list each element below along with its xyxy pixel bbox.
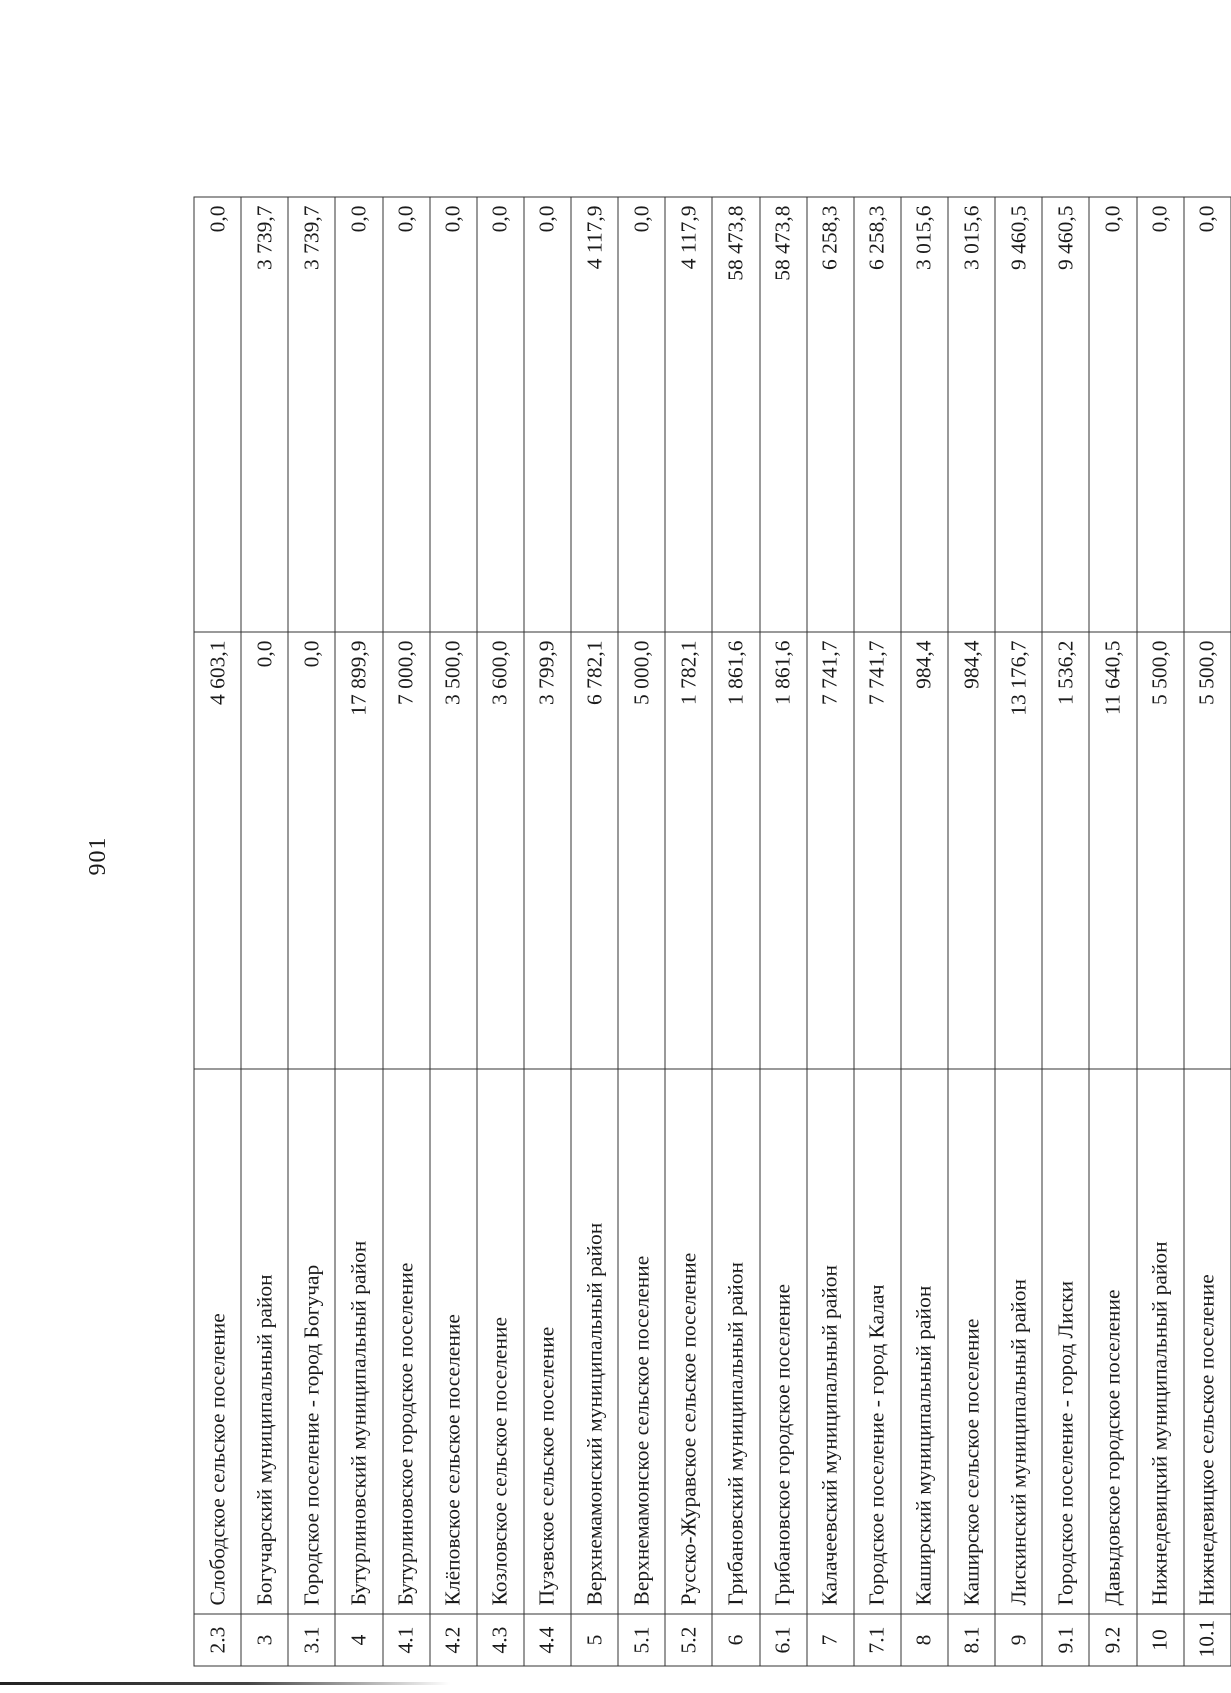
municipality-name: Грибановский муниципальный район	[712, 1069, 759, 1614]
municipality-name: Грибановское городское поселение	[759, 1069, 806, 1614]
amount-column-1: 17 899,9	[335, 632, 382, 1069]
row-number: 2.3	[194, 1614, 241, 1666]
municipality-name: Богучарский муниципальный район	[241, 1069, 288, 1614]
municipality-name: Лискинский муниципальный район	[995, 1069, 1042, 1614]
municipality-name: Каширское сельское поселение	[948, 1069, 995, 1614]
row-number: 4.3	[476, 1614, 523, 1666]
row-number: 8	[900, 1614, 947, 1666]
municipality-name: Верхнемамонское сельское поселение	[618, 1069, 665, 1614]
amount-column-2: 0,0	[429, 197, 476, 632]
municipality-name: Нижнедевицкий муниципальный район	[1136, 1069, 1183, 1614]
table-row	[1042, 197, 1089, 1666]
amount-column-2: 6 258,3	[806, 197, 853, 632]
row-number: 10	[1136, 1614, 1183, 1666]
table-row	[1183, 197, 1230, 1666]
amount-column-1: 3 600,0	[476, 632, 523, 1069]
table-row	[1089, 197, 1136, 1666]
row-number: 6.1	[759, 1614, 806, 1666]
municipality-name: Городское поселение - город Калач	[853, 1069, 900, 1614]
municipality-name: Давыдовское городское поселение	[1089, 1069, 1136, 1614]
row-number: 8.1	[948, 1614, 995, 1666]
table-row	[523, 197, 570, 1666]
municipality-name: Городское поселение - город Богучар	[288, 1069, 335, 1614]
budget-table-body	[194, 197, 1231, 1666]
row-number: 5.1	[618, 1614, 665, 1666]
amount-column-1: 5 500,0	[1136, 632, 1183, 1069]
amount-column-1: 11 640,5	[1089, 632, 1136, 1069]
row-number: 9.1	[1042, 1614, 1089, 1666]
row-number: 4.1	[382, 1614, 429, 1666]
table-row	[382, 197, 429, 1666]
table-row	[665, 197, 712, 1666]
table-row	[995, 197, 1042, 1666]
amount-column-2: 4 117,9	[665, 197, 712, 632]
amount-column-1: 7 000,0	[382, 632, 429, 1069]
amount-column-1: 1 861,6	[759, 632, 806, 1069]
amount-column-1: 4 603,1	[194, 632, 241, 1069]
table-row	[1136, 197, 1183, 1666]
budget-table	[193, 197, 1231, 1667]
table-row	[806, 197, 853, 1666]
row-number: 9	[995, 1614, 1042, 1666]
row-number: 4	[335, 1614, 382, 1666]
row-number: 6	[712, 1614, 759, 1666]
amount-column-2: 9 460,5	[1042, 197, 1089, 632]
table-row	[853, 197, 900, 1666]
budget-table-container	[193, 198, 1231, 1667]
amount-column-1: 0,0	[288, 632, 335, 1069]
amount-column-1: 6 782,1	[571, 632, 618, 1069]
amount-column-1: 7 741,7	[806, 632, 853, 1069]
amount-column-1: 5 000,0	[618, 632, 665, 1069]
amount-column-1: 13 176,7	[995, 632, 1042, 1069]
amount-column-1: 984,4	[948, 632, 995, 1069]
amount-column-1: 7 741,7	[853, 632, 900, 1069]
amount-column-2: 3 739,7	[241, 197, 288, 632]
table-row	[194, 197, 241, 1666]
row-number: 5	[571, 1614, 618, 1666]
municipality-name: Бутурлиновский муниципальный район	[335, 1069, 382, 1614]
amount-column-1: 3 799,9	[523, 632, 570, 1069]
amount-column-2: 0,0	[194, 197, 241, 632]
row-number: 10.1	[1183, 1614, 1230, 1666]
amount-column-2: 0,0	[618, 197, 665, 632]
municipality-name: Городское поселение - город Лиски	[1042, 1069, 1089, 1614]
amount-column-2: 0,0	[1183, 197, 1230, 632]
amount-column-1: 1 536,2	[1042, 632, 1089, 1069]
amount-column-2: 0,0	[1089, 197, 1136, 632]
amount-column-1: 984,4	[900, 632, 947, 1069]
amount-column-2: 3 015,6	[900, 197, 947, 632]
municipality-name: Верхнемамонский муниципальный район	[571, 1069, 618, 1614]
municipality-name: Каширский муниципальный район	[900, 1069, 947, 1614]
table-row	[476, 197, 523, 1666]
municipality-name: Калачеевский муниципальный район	[806, 1069, 853, 1614]
municipality-name: Пузевское сельское поселение	[523, 1069, 570, 1614]
amount-column-2: 0,0	[476, 197, 523, 632]
municipality-name: Клёповское сельское поселение	[429, 1069, 476, 1614]
amount-column-1: 5 500,0	[1183, 632, 1230, 1069]
table-row	[288, 197, 335, 1666]
scan-edge-rule	[0, 1682, 450, 1685]
amount-column-1: 3 500,0	[429, 632, 476, 1069]
amount-column-2: 0,0	[382, 197, 429, 632]
table-row	[571, 197, 618, 1666]
row-number: 9.2	[1089, 1614, 1136, 1666]
table-row	[948, 197, 995, 1666]
amount-column-2: 0,0	[523, 197, 570, 632]
amount-column-2: 9 460,5	[995, 197, 1042, 632]
municipality-name: Нижнедевицкое сельское поселение	[1183, 1069, 1230, 1614]
municipality-name: Русско-Журавское сельское поселение	[665, 1069, 712, 1614]
amount-column-2: 58 473,8	[759, 197, 806, 632]
municipality-name: Слободское сельское поселение	[194, 1069, 241, 1614]
row-number: 4.4	[523, 1614, 570, 1666]
table-row	[900, 197, 947, 1666]
table-row	[618, 197, 665, 1666]
table-row	[335, 197, 382, 1666]
table-row	[241, 197, 288, 1666]
amount-column-2: 3 015,6	[948, 197, 995, 632]
amount-column-1: 1 782,1	[665, 632, 712, 1069]
amount-column-2: 58 473,8	[712, 197, 759, 632]
amount-column-2: 3 739,7	[288, 197, 335, 632]
amount-column-1: 0,0	[241, 632, 288, 1069]
municipality-name: Бутурлиновское городское поселение	[382, 1069, 429, 1614]
table-row	[429, 197, 476, 1666]
amount-column-2: 6 258,3	[853, 197, 900, 632]
table-row	[712, 197, 759, 1666]
row-number: 4.2	[429, 1614, 476, 1666]
row-number: 7	[806, 1614, 853, 1666]
amount-column-2: 4 117,9	[571, 197, 618, 632]
table-row	[759, 197, 806, 1666]
row-number: 5.2	[665, 1614, 712, 1666]
amount-column-2: 0,0	[1136, 197, 1183, 632]
municipality-name: Козловское сельское поселение	[476, 1069, 523, 1614]
amount-column-2: 0,0	[335, 197, 382, 632]
row-number: 7.1	[853, 1614, 900, 1666]
row-number: 3	[241, 1614, 288, 1666]
row-number: 3.1	[288, 1614, 335, 1666]
page-number: 901	[85, 836, 111, 876]
amount-column-1: 1 861,6	[712, 632, 759, 1069]
